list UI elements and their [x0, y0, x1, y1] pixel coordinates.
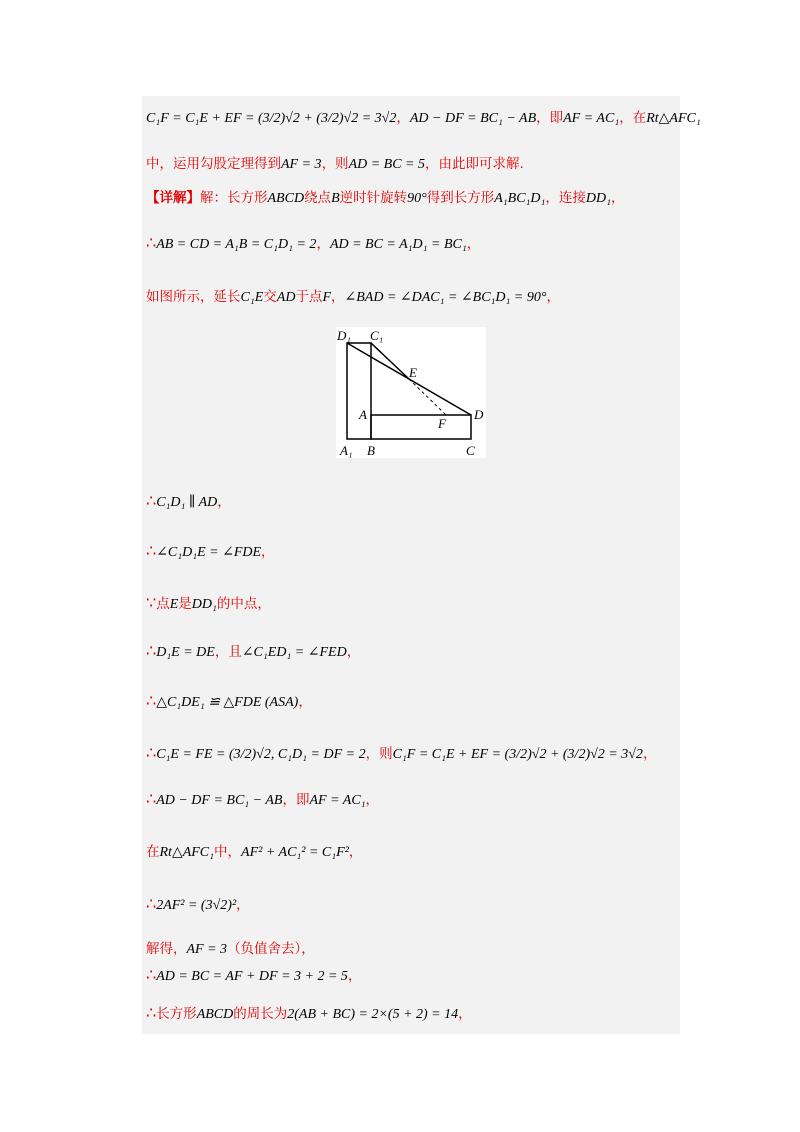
math-expression: ∠C₁D₁E = ∠FDE — [156, 545, 262, 560]
math-expression: 90° — [407, 191, 427, 206]
math-expression: C₁D₁ ∥ AD — [156, 495, 218, 510]
text-run: 在 — [146, 844, 160, 860]
line-2 — [146, 152, 524, 173]
math-expression: DD₁ — [191, 597, 217, 612]
text-run: ， — [348, 844, 363, 860]
line-14 — [146, 893, 250, 914]
math-expression: AD = BC = AF + DF = 3 + 2 = 5 — [156, 969, 348, 984]
math-expression: AD − DF = BC₁ − AB — [156, 793, 283, 808]
math-expression: △C₁DE₁ ≌ △FDE (ASA) — [156, 695, 299, 710]
text-run: 解得， — [146, 941, 187, 957]
text-run: ，即 — [282, 792, 310, 808]
math-expression: Rt△AFC₁ — [646, 111, 701, 126]
math-expression: C₁F = C₁E + EF = (3/2)√2 + (3/2)√2 = 3√2 — [392, 747, 643, 762]
line-9 — [146, 640, 360, 661]
text-run: ∵ — [146, 593, 157, 612]
text-run: ，在 — [619, 110, 647, 126]
line-3 — [146, 186, 624, 207]
label-c1: C₁ — [370, 328, 384, 343]
text-run: 逆时针旋转 — [339, 190, 408, 206]
text-run: 得到长方形 — [426, 190, 495, 206]
math-expression: AF = AC₁ — [563, 111, 620, 126]
line-15 — [146, 937, 315, 958]
math-expression: C₁E — [240, 290, 264, 305]
math-expression: 2AF² = (3√2)² — [156, 898, 237, 913]
text-run: 的周长为 — [233, 1006, 288, 1022]
rect-a1bc1d1 — [347, 343, 371, 439]
text-run: ∴ — [146, 789, 157, 808]
math-expression: AD = BC = A₁D₁ = BC₁ — [329, 237, 467, 252]
math-expression: ABCD — [196, 1007, 234, 1022]
line-17 — [146, 1002, 472, 1023]
text-run: ，则 — [365, 746, 393, 762]
text-run: ， — [298, 694, 312, 710]
label-a: A — [359, 407, 367, 422]
math-expression: ABCD — [267, 191, 305, 206]
text-run: 如图所示，延长 — [146, 289, 241, 305]
line-12 — [146, 788, 379, 809]
text-run: ， — [261, 544, 275, 560]
text-run: ∴ — [146, 541, 157, 560]
line-6 — [146, 490, 231, 511]
text-run: ∴ — [146, 743, 157, 762]
text-run: 中， — [214, 844, 242, 860]
text-run: 是 — [178, 596, 192, 612]
text-run: ∴ — [146, 894, 157, 913]
text-run: ， — [546, 289, 560, 305]
text-run: ， — [642, 746, 657, 762]
text-run: ，且 — [214, 644, 242, 660]
text-run: ∴ — [146, 965, 157, 984]
math-expression: AD − DF = BC₁ − AB — [409, 111, 537, 126]
math-expression: AB = CD = A₁B = C₁D₁ = 2 — [156, 237, 317, 252]
math-expression: AD = BC = 5 — [348, 157, 426, 172]
line-4 — [146, 232, 480, 253]
label-a1: A₁ — [340, 443, 353, 458]
math-expression: D₁E = DE — [156, 645, 215, 660]
text-run: ∴ — [146, 233, 157, 252]
math-expression: DD₁ — [585, 191, 611, 206]
line-8 — [146, 592, 271, 613]
line-5 — [146, 285, 560, 306]
math-expression: ∠BAD = ∠DAC₁ = ∠BC₁D₁ = 90° — [344, 290, 547, 305]
label-d: D — [474, 407, 484, 422]
text-run: 交 — [263, 289, 277, 305]
math-expression: ∠C₁ED₁ = ∠FED — [241, 645, 347, 660]
text-run: ， — [610, 190, 625, 206]
text-run: 中，运用勾股定理得到 — [146, 156, 281, 172]
text-run: ∴ — [146, 491, 157, 510]
math-expression: F — [322, 290, 331, 305]
line-11 — [146, 742, 656, 763]
label-f: F — [438, 416, 446, 431]
math-expression: AF = AC₁ — [309, 793, 366, 808]
text-run: ， — [458, 1006, 472, 1022]
text-run: ， — [331, 289, 345, 305]
line-1 — [146, 106, 701, 127]
text-run: ， — [396, 110, 410, 126]
text-run: ， — [365, 792, 380, 808]
text-run: ， — [346, 644, 361, 660]
text-run: 于点 — [295, 289, 323, 305]
label-e: E — [409, 365, 417, 380]
text-run: ，则 — [321, 156, 349, 172]
text-run: ，即 — [536, 110, 564, 126]
math-expression: 2(AB + BC) = 2×(5 + 2) = 14 — [287, 1007, 459, 1022]
math-expression: C₁E = FE = (3/2)√2, C₁D₁ = DF = 2 — [156, 747, 366, 762]
text-run: 的中点， — [216, 596, 271, 612]
line-16 — [146, 964, 361, 985]
text-run: ∴ — [146, 1003, 157, 1022]
math-expression: C₁F = C₁E + EF = (3/2)√2 + (3/2)√2 = 3√2 — [146, 111, 397, 126]
math-expression: E — [169, 597, 179, 612]
math-expression: Rt△AFC₁ — [159, 845, 215, 860]
text-run: 长方形 — [156, 1006, 197, 1022]
text-run: ，连接 — [545, 190, 586, 206]
text-run: 绕点 — [304, 190, 332, 206]
line-13 — [146, 840, 362, 861]
text-run: ∴ — [146, 641, 157, 660]
text-run: 解：长方形 — [200, 190, 268, 206]
math-expression: AF² + AC₁² = C₁F² — [241, 845, 349, 860]
rect-abcd — [371, 415, 471, 439]
geometry-figure — [336, 327, 486, 458]
math-expression: A₁BC₁D₁ — [494, 191, 546, 206]
text-run: ， — [316, 236, 330, 252]
label-d1: D₁ — [337, 328, 351, 343]
text-run: 点 — [156, 596, 170, 612]
label-c: C — [466, 443, 475, 458]
line-10 — [146, 690, 312, 711]
math-expression: AD — [276, 290, 296, 305]
text-run: ∴ — [146, 691, 157, 710]
text-run: ， — [236, 897, 250, 913]
text-run: ，由此即可求解. — [425, 156, 524, 172]
text-run: ， — [217, 494, 231, 510]
math-expression: AF = 3 — [186, 942, 228, 957]
text-run: ， — [466, 236, 481, 252]
text-run: （负值舍去）， — [227, 941, 315, 957]
math-expression: AF = 3 — [281, 157, 322, 172]
math-expression: B — [331, 191, 340, 206]
label-b: B — [367, 443, 375, 458]
text-run: 【详解】 — [146, 190, 200, 206]
line-7 — [146, 540, 275, 561]
text-run: ， — [347, 968, 362, 984]
